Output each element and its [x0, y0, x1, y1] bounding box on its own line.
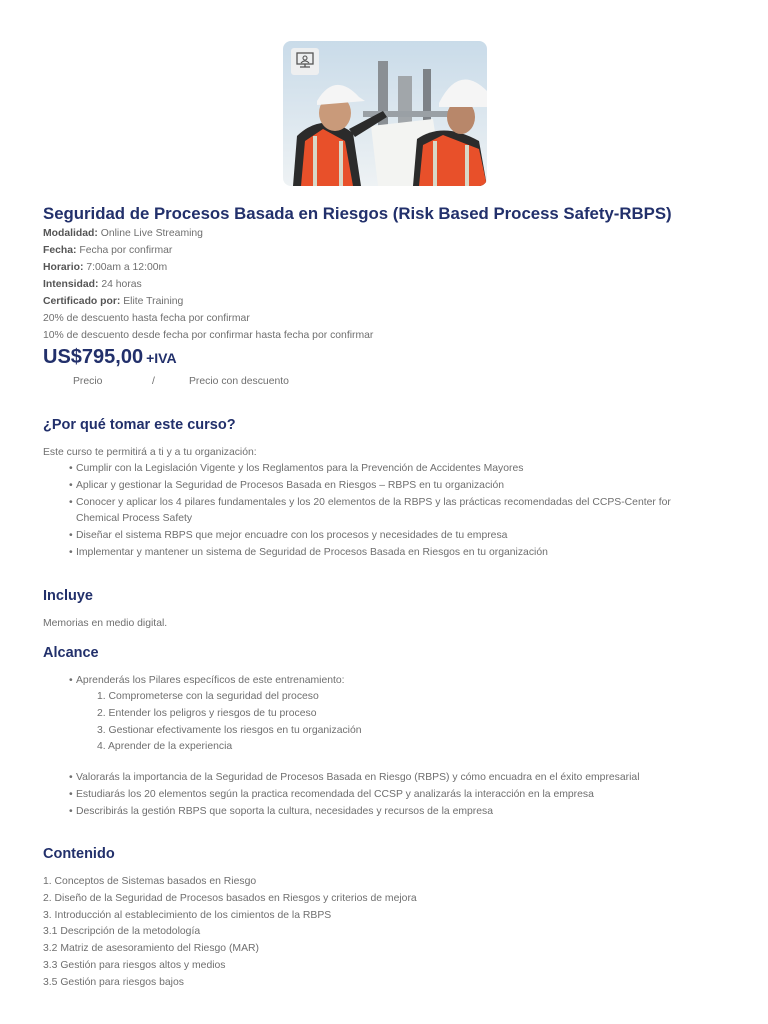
presentation-icon [295, 52, 315, 71]
list-item: 4. Aprender de la experiencia [97, 741, 233, 753]
why-heading: ¿Por qué tomar este curso? [43, 417, 236, 433]
online-class-badge [291, 48, 319, 75]
list-item: • Aplicar y gestionar la Seguridad de Procesos Basada en Riesgos – RBPS en tu organización [69, 478, 709, 495]
price-tax: +IVA [146, 350, 177, 366]
price-label: Precio [73, 376, 103, 387]
includes-text: Memorias en medio digital. [43, 618, 168, 629]
list-item: • Describirás la gestión RBPS que soporta la cultura, necesidades y recursos de la empresa [69, 804, 640, 821]
list-item: 1. Comprometerse con la seguridad del proceso [97, 691, 319, 702]
content-heading: Contenido [43, 846, 115, 862]
pillars-list [97, 689, 362, 756]
detail-schedule: Horario: 7:00am a 12:00m [43, 262, 168, 273]
scope-lead-list [69, 673, 345, 690]
list-item: 3.2 Matriz de asesoramiento del Riesgo (MAR) [43, 943, 259, 955]
list-item: 2. Entender los peligros y riesgos de tu proceso [97, 707, 317, 719]
list-item: 1. Conceptos de Sistemas basados en Riesgo [43, 876, 257, 887]
detail-certified-by: Certificado por: Elite Training [43, 296, 184, 307]
list-item: • Implementar y mantener un sistema de Seguridad de Procesos Basada en Riesgos en tu organización [69, 545, 709, 562]
list-item: 2. Diseño de la Seguridad de Procesos basados en Riesgos y criterios de mejora [43, 892, 417, 904]
list-item: 3.1 Descripción de la metodología [43, 926, 201, 938]
list-item: • Conocer y aplicar los 4 pilares fundamentales y los 20 elementos de la RBPS y las prácticas recomendadas del CCPS-Center for Chemical Process Safety [69, 495, 709, 529]
detail-date: Fecha: Fecha por confirmar [43, 245, 173, 256]
list-item: • Cumplir con la Legislación Vigente y los Reglamentos para la Prevención de Accidentes Mayores [69, 461, 709, 478]
detail-modality: Modalidad: Online Live Streaming [43, 228, 203, 239]
list-item: • Aprenderás los Pilares específicos de este entrenamiento: [69, 673, 345, 690]
course-details [43, 225, 373, 344]
list-item: • Valorarás la importancia de la Seguridad de Procesos Basada en Riesgo (RBPS) y cómo encuadra en el éxito empresarial [69, 770, 640, 787]
scope-list [69, 770, 640, 820]
why-list [69, 461, 709, 562]
course-price [43, 346, 177, 369]
content-list [43, 874, 417, 992]
list-item: 3. Introducción al establecimiento de los cimientos de la RBPS [43, 909, 332, 921]
discount-price-label: Precio con descuento [189, 376, 289, 387]
course-title: Seguridad de Procesos Basada en Riesgos (Risk Based Process Safety-RBPS) [43, 204, 672, 223]
price-separator: / [152, 376, 155, 387]
price-amount: US$795,00 [43, 346, 144, 368]
list-item: 3.5 Gestión para riesgos bajos [43, 976, 184, 988]
course-hero-image [283, 41, 487, 186]
list-item: • Estudiarás los 20 elementos según la practica recomendada del CCSP y analizarás la interacción en la empresa [69, 787, 640, 804]
includes-heading: Incluye [43, 588, 93, 604]
list-item: 3.3 Gestión para riesgos altos y medios [43, 959, 226, 971]
discount-line: 20% de descuento hasta fecha por confirmar [43, 313, 250, 324]
list-item: • Diseñar el sistema RBPS que mejor encuadre con los procesos y necesidades de tu empresa [69, 528, 709, 545]
discount-line: 10% de descuento desde fecha por confirmar hasta fecha por confirmar [43, 330, 374, 341]
list-item: 3. Gestionar efectivamente los riesgos en tu organización [97, 724, 362, 736]
scope-heading: Alcance [43, 645, 99, 661]
detail-intensity: Intensidad: 24 horas [43, 279, 142, 290]
why-intro: Este curso te permitirá a ti y a tu organización: [43, 447, 257, 458]
